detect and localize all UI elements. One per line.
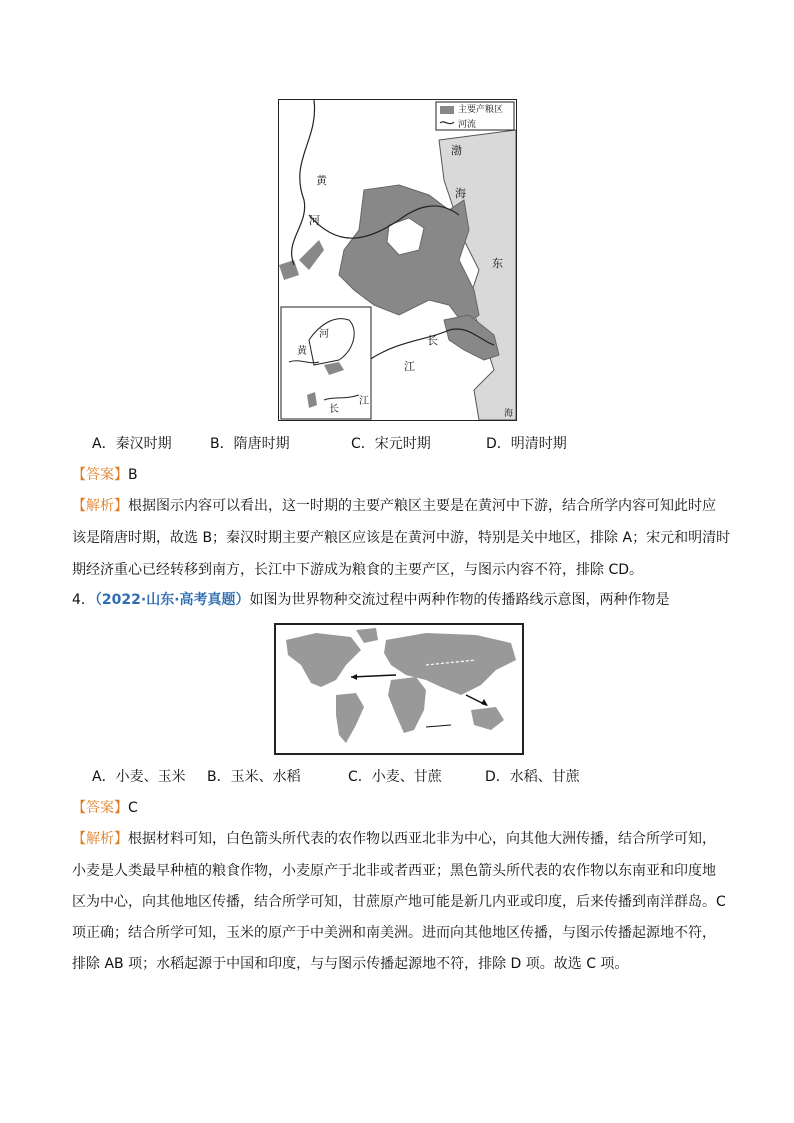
q4-analysis-line-1 — [72, 829, 716, 849]
q3-option-c[interactable]: C．宋元时期 — [351, 436, 431, 452]
answer-value: B — [128, 467, 138, 483]
inset-label-chang: 长 — [329, 404, 339, 415]
q3-analysis-line-2: 该是隋唐时期，故选 B；秦汉时期主要产粮区应该是在黄河中游，特别是关中地区，排除 A；宋元和明清时 — [72, 530, 731, 546]
q4-analysis-line-4: 项正确；结合所学可知，玉米的原产于中美洲和南美洲。进而向其他地区传播，与图示传播起源地不符， — [72, 925, 716, 941]
map-label-dong: 东 — [492, 257, 503, 270]
q4-analysis-line-5: 排除 AB 项；水稻起源于中国和印度，与与图示传播起源地不符，排除 D 项。故选 C 项。 — [72, 956, 629, 972]
question-text: 如图为世界物种交流过程中两种作物的传播路线示意图，两种作物是 — [249, 592, 670, 608]
analysis-text: 根据材料可知，白色箭头所代表的农作物以西亚北非为中心，向其他大洲传播，结合所学可知， — [128, 831, 716, 847]
analysis-label: 【解析】 — [72, 498, 128, 514]
q4-answer — [72, 798, 138, 818]
answer-value: C — [128, 800, 138, 816]
map-label-huang: 黄 — [316, 174, 327, 187]
answer-label: 【答案】 — [72, 800, 128, 816]
map-label-he: 河 — [309, 214, 320, 227]
map-label-hai2: 海 — [504, 409, 514, 419]
grain-region-map — [278, 99, 517, 421]
inset-label-jiang: 江 — [359, 396, 369, 407]
grain-region-map-svg — [279, 100, 516, 420]
legend-grain-label: 主要产粮区 — [458, 105, 504, 115]
q3-options — [92, 434, 567, 454]
q4-option-d[interactable]: D．水稻、甘蔗 — [485, 769, 580, 785]
q3-analysis-line-1 — [72, 496, 716, 516]
q3-option-d[interactable]: D．明清时期 — [486, 436, 567, 452]
q3-analysis-line-3: 期经济重心已经转移到南方，长江中下游成为粮食的主要产区，与图示内容不符，排除 CD。 — [72, 562, 644, 578]
q4-analysis-line-3: 区为中心，向其他地区传播，结合所学可知，甘蔗原产地可能是新几内亚或印度，后来传播到南洋群岛。C — [72, 894, 726, 910]
analysis-label: 【解析】 — [72, 831, 128, 847]
inset-label-he: 河 — [319, 329, 329, 340]
q3-answer — [72, 465, 138, 485]
answer-label: 【答案】 — [72, 467, 128, 483]
question-source: （2022·山东·高考真题） — [94, 592, 250, 608]
inset-label-huang: 黄 — [297, 346, 307, 357]
map-label-hai: 海 — [455, 187, 466, 200]
world-crop-map-svg — [276, 625, 522, 753]
question-number: 4． — [72, 592, 95, 608]
world-crop-map — [274, 623, 524, 755]
q4-option-c[interactable]: C．小麦、甘蔗 — [348, 769, 442, 785]
map-label-chang: 长 — [427, 334, 438, 347]
map-label-bo: 渤 — [451, 144, 462, 157]
q4-option-a[interactable]: A．小麦、玉米 — [92, 769, 186, 785]
q4-analysis-line-2: 小麦是人类最早种植的粮食作物，小麦原产于北非或者西亚；黑色箭头所代表的农作物以东南亚和印度地 — [72, 863, 716, 879]
q3-option-a[interactable]: A．秦汉时期 — [92, 436, 172, 452]
q4-options — [92, 767, 580, 787]
analysis-text: 根据图示内容可以看出，这一时期的主要产粮区主要是在黄河中下游，结合所学内容可知此时应 — [128, 498, 716, 514]
q4-option-b[interactable]: B．玉米、水稻 — [207, 769, 301, 785]
q4-stem — [72, 590, 670, 610]
map-label-jiang: 江 — [404, 360, 415, 373]
legend-swatch — [440, 106, 454, 114]
legend-river-label: 河流 — [458, 120, 477, 130]
q3-option-b[interactable]: B．隋唐时期 — [210, 436, 290, 452]
